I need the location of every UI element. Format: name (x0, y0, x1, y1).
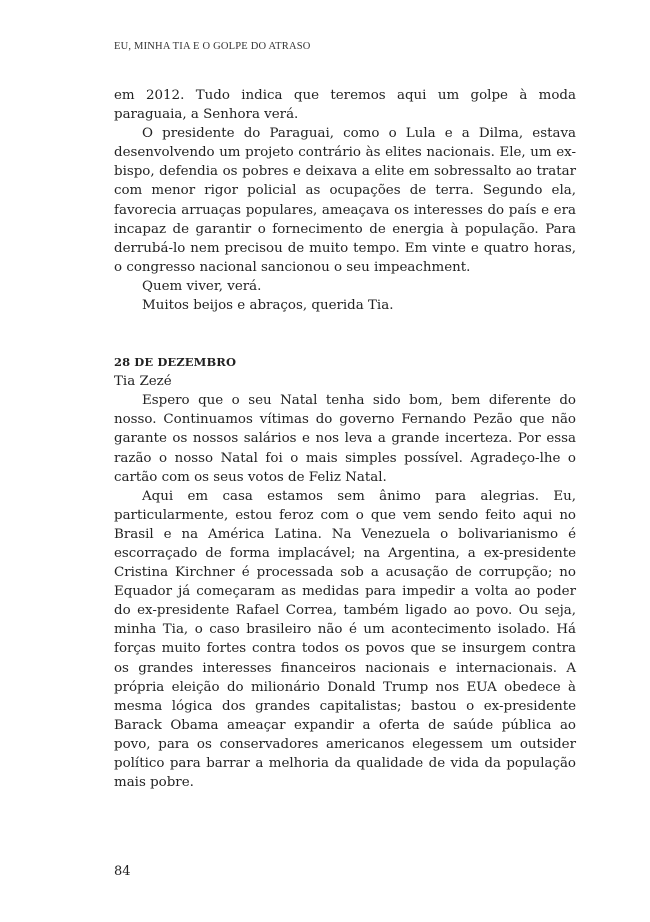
paragraph: Espero que o seu Natal tenha sido bom, bem diferente do nosso. Continuamos vítimas do governo Fernando Pezão que não garante os nossos salários e nos leva a grande incerteza. Por essa razão o nosso Natal foi o mais simples possível. Agradeço-lhe o cartão com os seus votos de Feliz Natal. (114, 393, 576, 485)
continued-paragraph: em 2012. Tudo indica que teremos aqui um golpe à moda paraguaia, a Senhora verá. (114, 88, 576, 123)
page-number: 84 (114, 864, 131, 879)
closing-line: Muitos beijos e abraços, querida Tia. (142, 298, 394, 314)
paragraph: O presidente do Paraguai, como o Lula e a Dilma, estava desenvolvendo um projeto contrário às elites nacionais. Ele, um ex-bispo, defendia os pobres e deixava a elite em sobressalto ao tratar com menor rigor policial as ocupações de terra. Segundo ela, favorecia arruaças populares, ameaçava os interesses do país e era incapaz de garantir o fornecimento de energia à população. Para derrubá-lo nem precisou de muito tempo. Em vinte e quatro horas, o congresso nacional sancionou o seu impeachment. (114, 126, 576, 275)
body-text (114, 86, 576, 792)
paragraph: Aqui em casa estamos sem ânimo para alegrias. Eu, particularmente, estou feroz com o que vem sendo feito aqui no Brasil e na América Latina. Na Venezuela o bolivarianismo é escorraçado de forma implacável; na Argentina, a ex-presidente Cristina Kirchner é processada sob a acusação de corrupção; no Equador já começaram as medidas para impedir a volta ao poder do ex-presidente Rafael Correa, também ligado ao povo. Ou seja, minha Tia, o caso brasileiro não é um acontecimento isolado. Há forças muito fortes contra todos os povos que se insurgem contra os grandes interesses financeiros nacionais e internacionais. A própria eleição do milionário Donald Trump nos EUA obedece à mesma lógica dos grandes capitalistas; bastou o ex-presidente Barack Obama ameaçar expandir a oferta de saúde pública ao povo, para os conservadores americanos elegessem um outsider político para barrar a melhoria da qualidade de vida da população mais pobre. (114, 488, 576, 791)
paragraph: Quem viver, verá. (142, 278, 262, 294)
letter-salutation: Tia Zezé (114, 374, 172, 390)
section-gap (114, 315, 576, 353)
running-head: EU, MINHA TIA E O GOLPE DO ATRASO (114, 41, 311, 52)
letter-date-heading: 28 DE DEZEMBRO (114, 355, 237, 370)
